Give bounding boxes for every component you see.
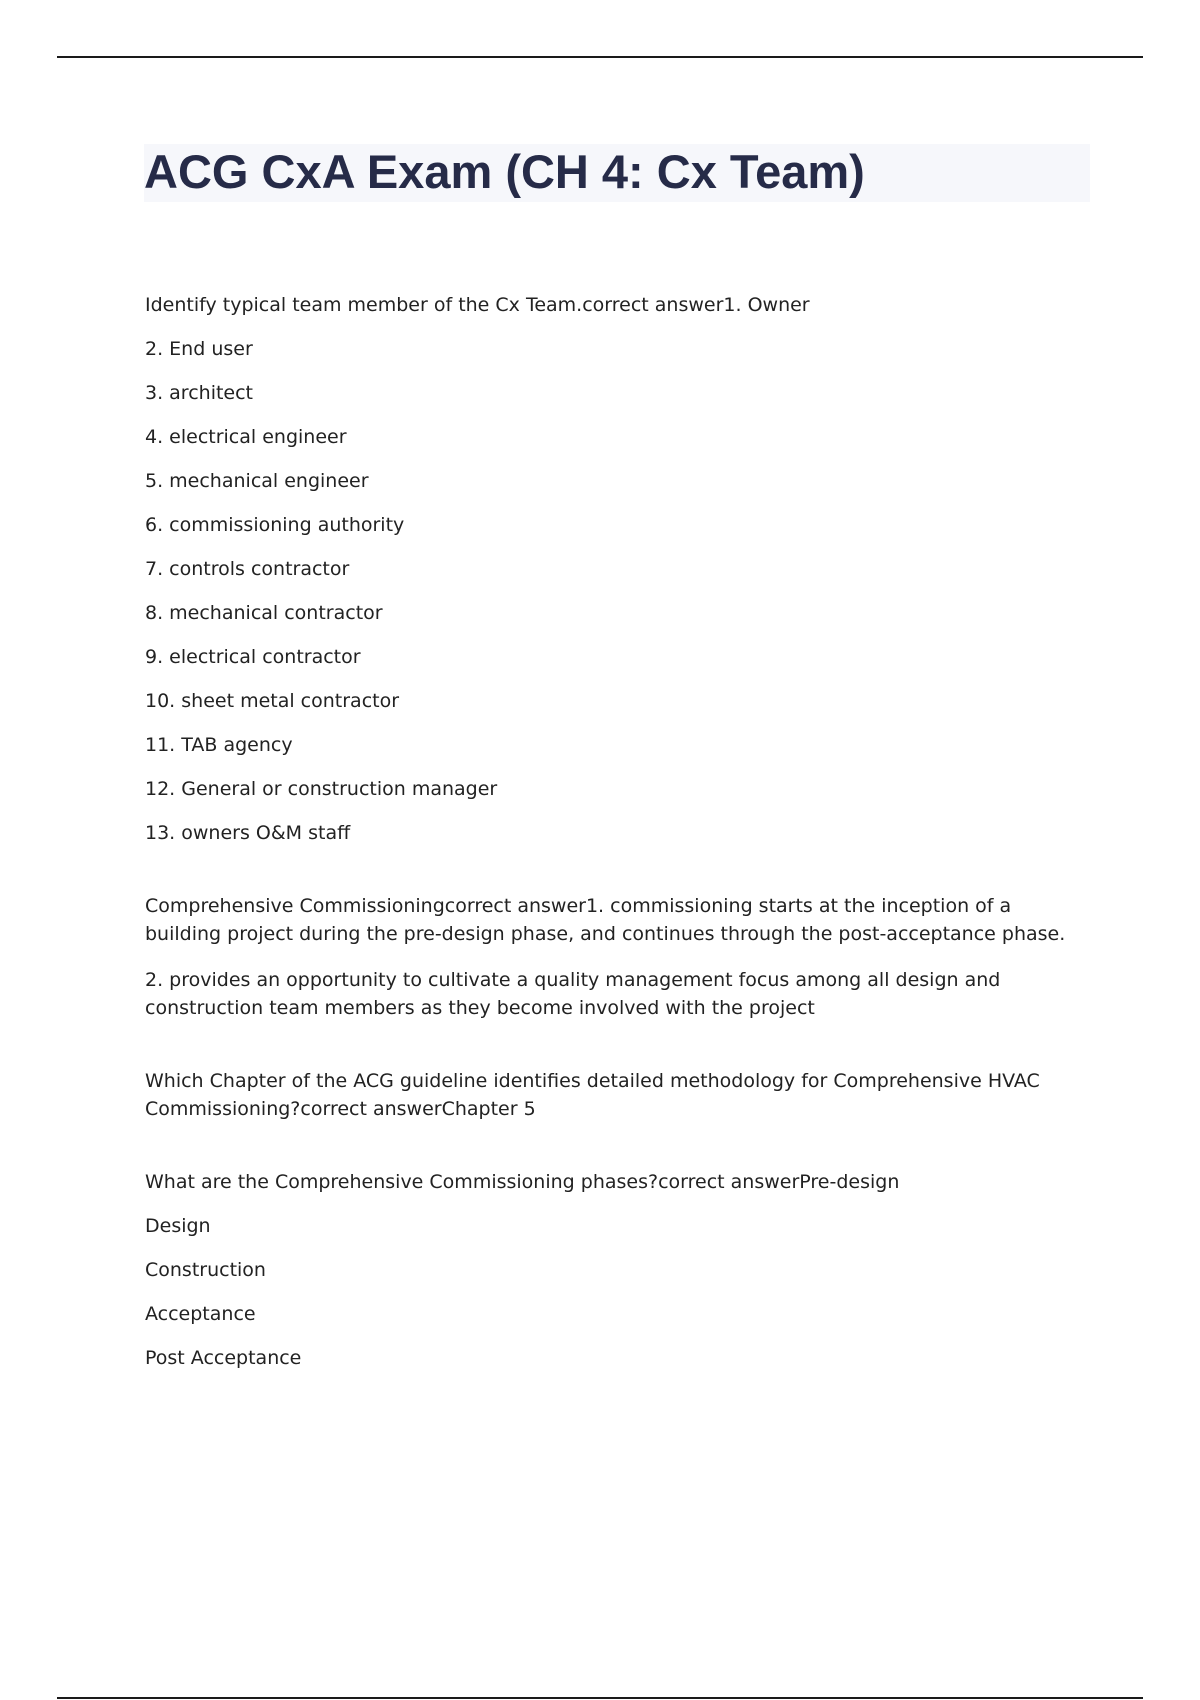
answer-line: Post Acceptance xyxy=(145,1347,302,1369)
answer-line: Acceptance xyxy=(145,1303,256,1325)
answer-line: 11. TAB agency xyxy=(145,734,293,756)
answer-line: 6. commissioning authority xyxy=(145,514,405,536)
document-body xyxy=(145,291,1085,1388)
answer-line: 8. mechanical contractor xyxy=(145,602,383,624)
answer-line: 9. electrical contractor xyxy=(145,646,361,668)
qa-acg-chapter xyxy=(145,1067,1085,1123)
question-line: Comprehensive Commissioningcorrect answer1. commissioning starts at the inception of a building project during the pre-design phase, and continues through the post-acceptance phase. xyxy=(145,895,1066,945)
qa-team-members xyxy=(145,291,1085,847)
question-line: Which Chapter of the ACG guideline identifies detailed methodology for Comprehensive HVAC Commissioning?correct answerChapter 5 xyxy=(145,1070,1040,1120)
answer-line: 5. mechanical engineer xyxy=(145,470,369,492)
header-rule xyxy=(57,56,1143,58)
answer-line: 7. controls contractor xyxy=(145,558,350,580)
answer-line: 10. sheet metal contractor xyxy=(145,690,400,712)
answer-line: 2. provides an opportunity to cultivate a quality management focus among all design and construction team members as they become involved with the project xyxy=(145,969,1001,1019)
question-line: Identify typical team member of the Cx Team.correct answer1. Owner xyxy=(145,294,810,316)
answer-line: 12. General or construction manager xyxy=(145,778,498,800)
answer-line: 2. End user xyxy=(145,338,253,360)
footer-rule xyxy=(57,1697,1143,1699)
answer-line: 3. architect xyxy=(145,382,254,404)
qa-comprehensive-commissioning xyxy=(145,892,1085,1022)
qa-commissioning-phases xyxy=(145,1168,1085,1372)
answer-line: Design xyxy=(145,1215,211,1237)
question-line: What are the Comprehensive Commissioning phases?correct answerPre-design xyxy=(145,1171,900,1193)
page-title: ACG CxA Exam (CH 4: Cx Team) xyxy=(144,145,865,198)
answer-line: Construction xyxy=(145,1259,266,1281)
answer-line: 4. electrical engineer xyxy=(145,426,347,448)
answer-line: 13. owners O&M staff xyxy=(145,822,351,844)
